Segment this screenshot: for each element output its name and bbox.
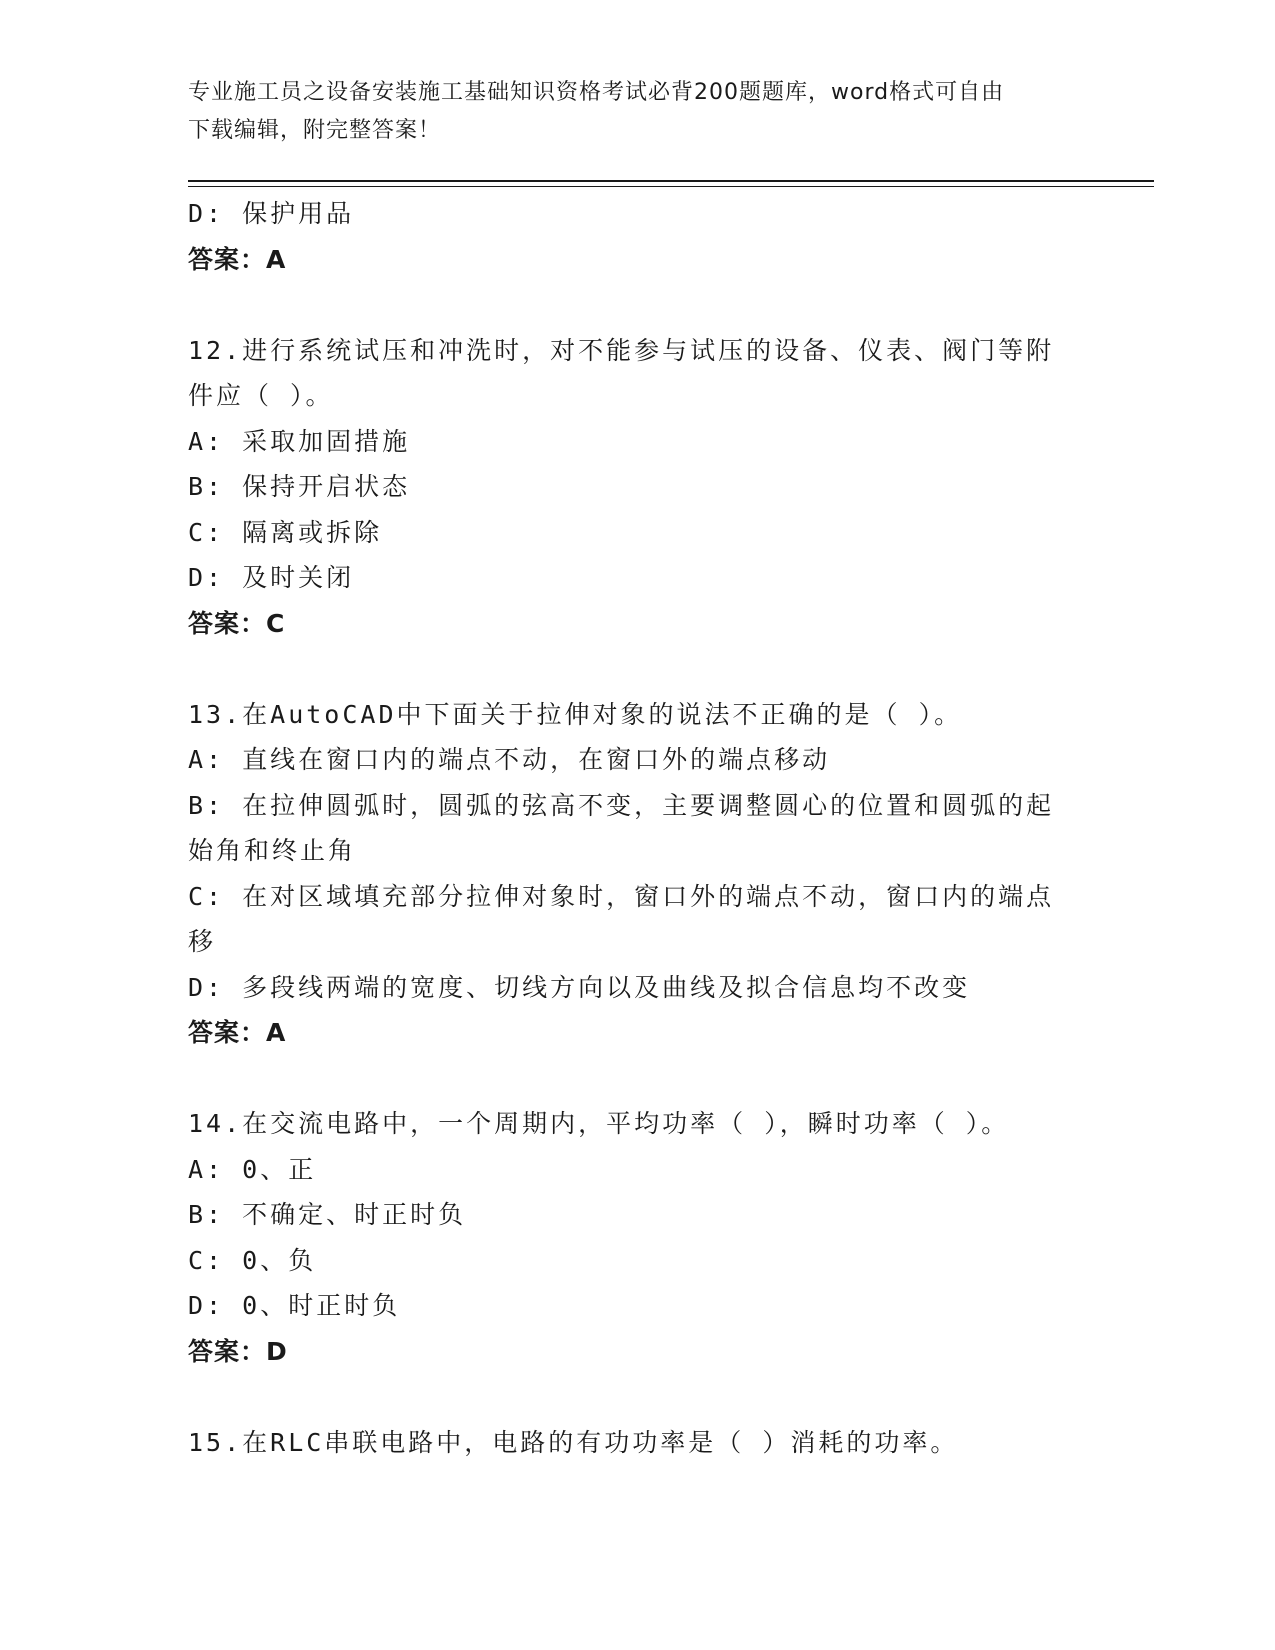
header-title-line-2: 下载编辑，附完整答案！ — [188, 118, 442, 143]
header-divider-thick — [188, 180, 1154, 182]
q13-option-c-line-1: C: 在对区域填充部分拉伸对象时，窗口外的端点不动，窗口内的端点 — [188, 881, 1055, 911]
question-list — [188, 191, 1088, 1465]
q12-answer: 答案：C — [188, 608, 286, 638]
q14-option-c: C: 0、负 — [188, 1245, 317, 1275]
q11-option-d: D: 保护用品 — [188, 199, 355, 228]
q13-answer: 答案：A — [188, 1018, 287, 1047]
q14-stem: 14.在交流电路中，一个周期内，平均功率（ ），瞬时功率（ ）。 — [188, 1109, 1010, 1138]
document-header — [188, 74, 1068, 150]
q15-stem: 15.在RLC串联电路中，电路的有功功率是（ ）消耗的功率。 — [188, 1427, 959, 1457]
q12-stem-line-1: 12.进行系统试压和冲洗时，对不能参与试压的设备、仪表、阀门等附 — [188, 335, 1055, 365]
q13-option-c-line-2: 移 — [188, 927, 217, 956]
q11-answer: 答案：A — [188, 244, 287, 274]
q13-stem: 13.在AutoCAD中下面关于拉伸对象的说法不正确的是（ ）。 — [188, 699, 963, 729]
q12-option-c: C: 隔离或拆除 — [188, 517, 383, 547]
q12-option-a: A: 采取加固措施 — [188, 426, 411, 456]
q14-option-b: B: 不确定、时正时负 — [188, 1200, 467, 1229]
q12-option-b: B: 保持开启状态 — [188, 472, 411, 501]
q14-option-a: A: 0、正 — [188, 1154, 317, 1184]
q12-stem-line-2: 件应（ ）。 — [188, 381, 334, 410]
q13-option-b-line-2: 始角和终止角 — [188, 836, 357, 865]
q14-answer: 答案：D — [188, 1336, 288, 1366]
q13-option-a: A: 直线在窗口内的端点不动，在窗口外的端点移动 — [188, 745, 831, 774]
q13-option-b-line-1: B: 在拉伸圆弧时，圆弧的弦高不变，主要调整圆心的位置和圆弧的起 — [188, 790, 1055, 820]
header-title-line-1: 专业施工员之设备安装施工基础知识资格考试必背200题题库，word格式可自由 — [188, 80, 1005, 105]
q13-option-d: D: 多段线两端的宽度、切线方向以及曲线及拟合信息均不改变 — [188, 972, 971, 1002]
q12-option-d: D: 及时关闭 — [188, 563, 355, 592]
header-divider-thin — [188, 186, 1154, 187]
q14-option-d: D: 0、时正时负 — [188, 1291, 401, 1320]
